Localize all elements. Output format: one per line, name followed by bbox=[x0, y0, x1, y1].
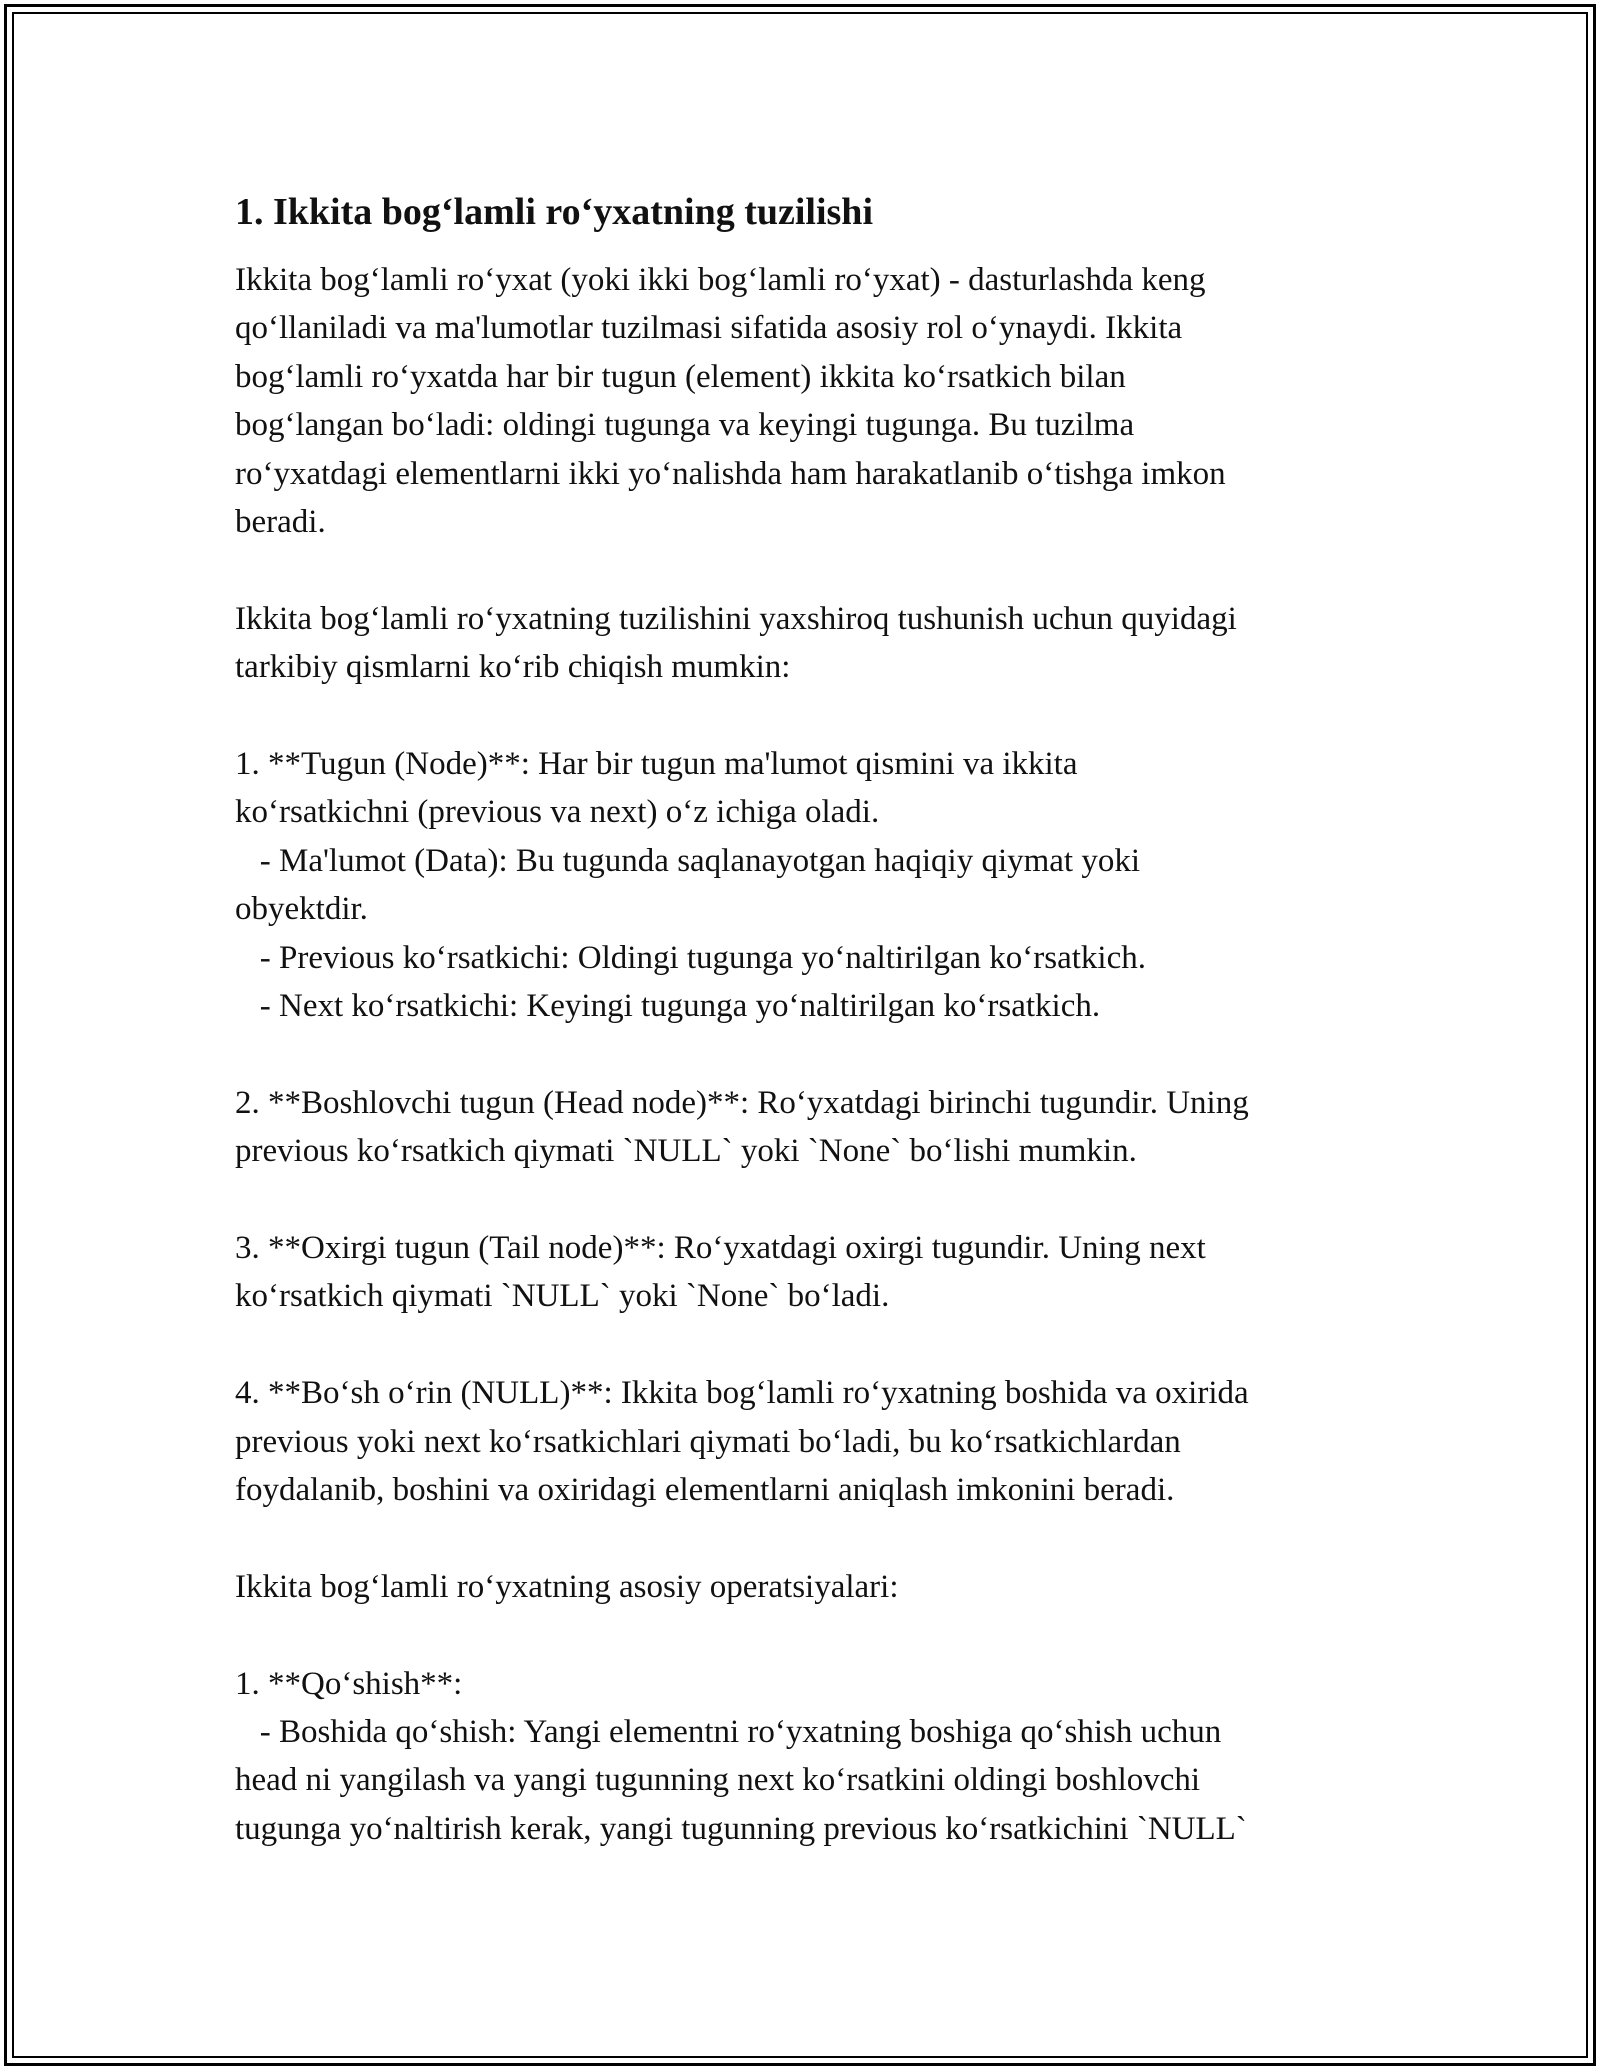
text-line: 3. **Oxirgi tugun (Tail node)**: Ro‘yxatdagi oxirgi tugundir. Uning next bbox=[235, 1230, 1206, 1267]
text-line: qo‘llaniladi va ma'lumotlar tuzilmasi sifatida asosiy rol o‘ynaydi. Ikkita bbox=[235, 310, 1183, 347]
text-line: head ni yangilash va yangi tugunning next ko‘rsatkini oldingi boshlovchi bbox=[235, 1762, 1201, 1799]
paragraph bbox=[235, 256, 1385, 546]
text-line: bog‘lamli ro‘yxatda har bir tugun (element) ikkita ko‘rsatkich bilan bbox=[235, 358, 1126, 395]
text-line: beradi. bbox=[235, 504, 326, 541]
text-line: previous yoki next ko‘rsatkichlari qiymati bo‘ladi, bu ko‘rsatkichlardan bbox=[235, 1423, 1181, 1460]
text-line: obyektdir. bbox=[235, 891, 368, 928]
text-line: Ikkita bog‘lamli ro‘yxat (yoki ikki bog‘lamli ro‘yxat) - dasturlashda keng bbox=[235, 262, 1206, 298]
text-line: ro‘yxatdagi elementlarni ikki yo‘nalishda ham harakatlanib o‘tishga imkon bbox=[235, 455, 1226, 492]
text-line: tarkibiy qismlarni ko‘rib chiqish mumkin: bbox=[235, 649, 791, 686]
text-line: foydalanib, boshini va oxiridagi elementlarni aniqlash imkonini beradi. bbox=[235, 1472, 1175, 1509]
text-line: 1. **Qo‘shish**: bbox=[235, 1665, 463, 1702]
text-line: Ikkita bog‘lamli ro‘yxatning tuzilishini yaxshiroq tushunish uchun quyidagi bbox=[235, 600, 1237, 637]
document-title: 1. Ikkita bog‘lamli ro‘yxatning tuzilishi bbox=[235, 191, 874, 233]
text-line: tugunga yo‘naltirish kerak, yangi tugunning previous ko‘rsatkichini `NULL` bbox=[235, 1810, 1247, 1847]
paragraph bbox=[235, 1224, 1385, 1321]
text-line: ko‘rsatkichni (previous va next) o‘z ichiga oladi. bbox=[235, 794, 880, 831]
text-line: - Boshida qo‘shish: Yangi elementni ro‘yxatning boshiga qo‘shish uchun bbox=[235, 1714, 1222, 1751]
text-line: ko‘rsatkich qiymati `NULL` yoki `None` bo‘ladi. bbox=[235, 1278, 890, 1315]
text-line: 1. **Tugun (Node)**: Har bir tugun ma'lumot qismini va ikkita bbox=[235, 746, 1078, 783]
text-line: - Next ko‘rsatkichi: Keyingi tugunga yo‘naltirilgan ko‘rsatkich. bbox=[235, 988, 1101, 1025]
paragraph bbox=[235, 1369, 1385, 1514]
text-line: Ikkita bog‘lamli ro‘yxatning asosiy operatsiyalari: bbox=[235, 1568, 899, 1605]
text-line: 4. **Bo‘sh o‘rin (NULL)**: Ikkita bog‘lamli ro‘yxatning boshida va oxirida bbox=[235, 1375, 1249, 1412]
paragraph bbox=[235, 1563, 1385, 1611]
text-line: bog‘langan bo‘ladi: oldingi tugunga va keyingi tugunga. Bu tuzilma bbox=[235, 407, 1135, 444]
paragraph bbox=[235, 1079, 1385, 1176]
paragraph bbox=[235, 1660, 1385, 1854]
text-line: 2. **Boshlovchi tugun (Head node)**: Ro‘yxatdagi birinchi tugundir. Uning bbox=[235, 1084, 1249, 1121]
document-body bbox=[235, 188, 1385, 1853]
paragraph bbox=[235, 740, 1385, 1030]
paragraph bbox=[235, 595, 1385, 692]
paragraph-list bbox=[235, 256, 1385, 1853]
text-line: - Previous ko‘rsatkichi: Oldingi tugunga yo‘naltirilgan ko‘rsatkich. bbox=[235, 939, 1146, 976]
text-line: - Ma'lumot (Data): Bu tugunda saqlanayotgan haqiqiy qiymat yoki bbox=[235, 842, 1141, 879]
text-line: previous ko‘rsatkich qiymati `NULL` yoki `None` bo‘lishi mumkin. bbox=[235, 1133, 1137, 1170]
